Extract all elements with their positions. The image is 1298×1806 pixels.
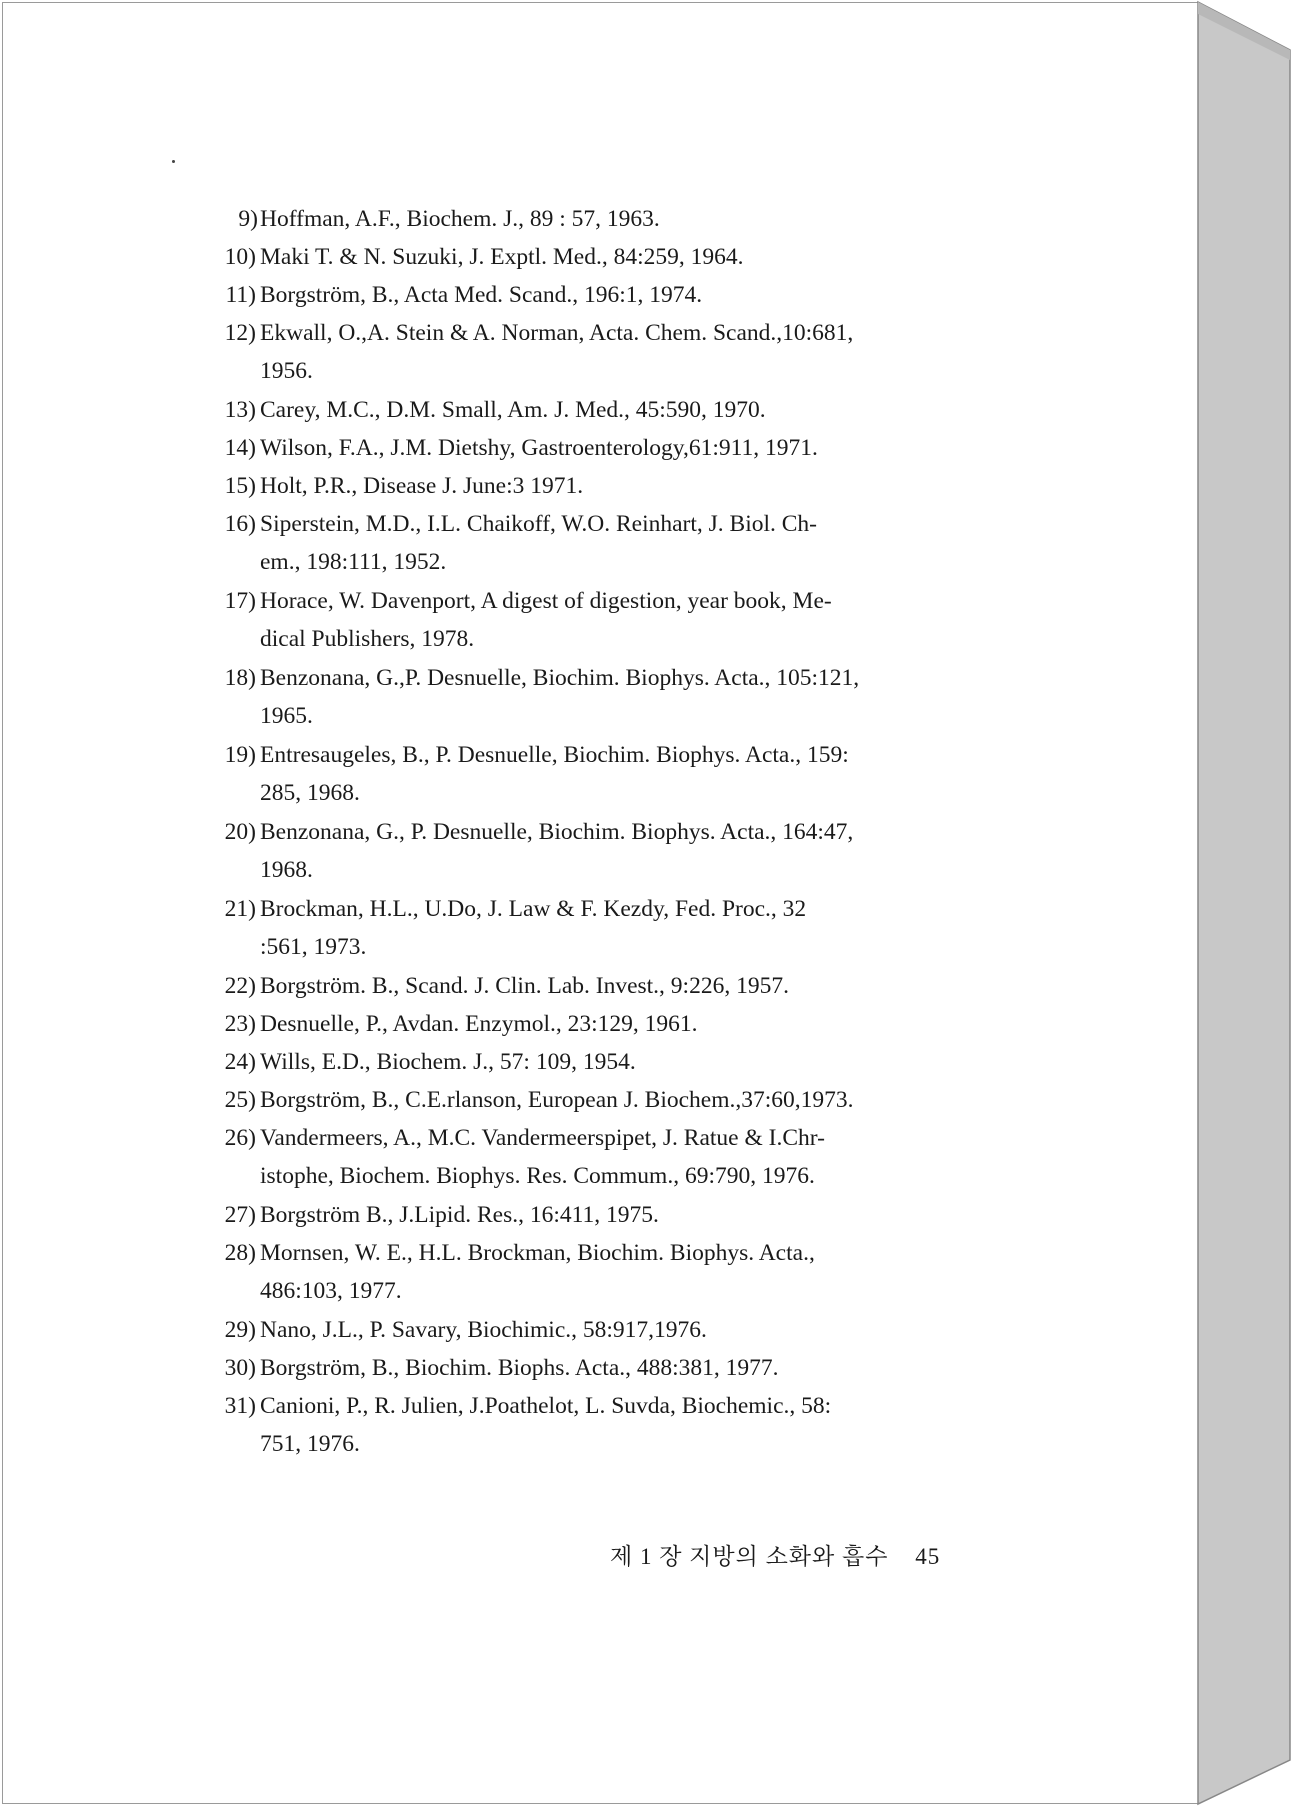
reference-item	[220, 1349, 990, 1387]
reference-number: 29)	[224, 1317, 256, 1343]
reference-item	[220, 200, 990, 238]
reference-text-continued: dical Publishers, 1978.	[260, 626, 475, 652]
reference-number: 31)	[224, 1393, 256, 1419]
reference-text: Brockman, H.L., U.Do, J. Law & F. Kezdy, Fed. Proc., 32	[260, 896, 807, 922]
reference-number: 9)	[238, 206, 258, 232]
reference-text: Vandermeers, A., M.C. Vandermeerspipet, J. Ratue & I.Chr-	[260, 1125, 825, 1151]
page-number: 45	[915, 1544, 941, 1569]
reference-item	[220, 659, 990, 735]
reference-item	[220, 1387, 990, 1463]
reference-text-continued: em., 198:111, 1952.	[260, 549, 447, 575]
reference-text-continued: 1965.	[260, 703, 313, 729]
reference-item	[220, 505, 990, 581]
reference-text: Siperstein, M.D., I.L. Chaikoff, W.O. Reinhart, J. Biol. Ch-	[260, 511, 818, 537]
reference-text: Wilson, F.A., J.M. Dietshy, Gastroenterology,61:911, 1971.	[260, 435, 818, 461]
reference-text: Benzonana, G.,P. Desnuelle, Biochim. Biophys. Acta., 105:121,	[260, 665, 860, 691]
reference-text-continued: 1968.	[260, 857, 313, 883]
reference-number: 16)	[224, 511, 256, 537]
reference-text-continued: istophe, Biochem. Biophys. Res. Commum., 69:790, 1976.	[260, 1163, 815, 1189]
reference-item	[220, 1119, 990, 1195]
chapter-title: 제 1 장 지방의 소화와 흡수	[610, 1544, 889, 1569]
reference-text: Carey, M.C., D.M. Small, Am. J. Med., 45:590, 1970.	[260, 397, 766, 423]
reference-item	[220, 429, 990, 467]
reference-number: 11)	[225, 282, 256, 308]
reference-text-continued: :561, 1973.	[260, 934, 367, 960]
reference-number: 14)	[224, 435, 256, 461]
reference-list	[220, 200, 990, 1464]
reference-item	[220, 276, 990, 314]
reference-number: 19)	[224, 742, 256, 768]
reference-text-continued: 1956.	[260, 358, 313, 384]
reference-number: 13)	[224, 397, 256, 423]
reference-text: Ekwall, O.,A. Stein & A. Norman, Acta. Chem. Scand.,10:681,	[260, 320, 854, 346]
reference-text-continued: 285, 1968.	[260, 780, 360, 806]
reference-item	[220, 238, 990, 276]
reference-item	[220, 1196, 990, 1234]
reference-number: 21)	[224, 896, 256, 922]
page-footer	[610, 1538, 940, 1571]
reference-item	[220, 1311, 990, 1349]
reference-item	[220, 1043, 990, 1081]
reference-number: 17)	[224, 588, 256, 614]
reference-text: Borgström, B., Biochim. Biophs. Acta., 488:381, 1977.	[260, 1355, 779, 1381]
reference-text: Canioni, P., R. Julien, J.Poathelot, L. Suvda, Biochemic., 58:	[260, 1393, 832, 1419]
reference-number: 23)	[224, 1011, 256, 1037]
reference-text: Horace, W. Davenport, A digest of digestion, year book, Me-	[260, 588, 832, 614]
reference-text: Borgström, B., Acta Med. Scand., 196:1, 1974.	[260, 282, 703, 308]
reference-item	[220, 314, 990, 390]
reference-number: 30)	[224, 1355, 256, 1381]
reference-item	[220, 890, 990, 966]
reference-number: 20)	[224, 819, 256, 845]
reference-item	[220, 736, 990, 812]
reference-item	[220, 582, 990, 658]
reference-number: 27)	[224, 1202, 256, 1228]
reference-text: Holt, P.R., Disease J. June:3 1971.	[260, 473, 584, 499]
reference-text: Borgström B., J.Lipid. Res., 16:411, 1975.	[260, 1202, 659, 1228]
reference-number: 18)	[224, 665, 256, 691]
reference-number: 15)	[224, 473, 256, 499]
reference-text: Borgström. B., Scand. J. Clin. Lab. Invest., 9:226, 1957.	[260, 973, 789, 999]
reference-text: Hoffman, A.F., Biochem. J., 89 : 57, 1963.	[260, 206, 660, 232]
reference-item	[220, 967, 990, 1005]
reference-number: 12)	[224, 320, 256, 346]
reference-item	[220, 1234, 990, 1310]
reference-text: Mornsen, W. E., H.L. Brockman, Biochim. Biophys. Acta.,	[260, 1240, 815, 1266]
reference-number: 28)	[224, 1240, 256, 1266]
reference-number: 10)	[224, 244, 256, 270]
reference-text-continued: 751, 1976.	[260, 1431, 360, 1457]
reference-text: Borgström, B., C.E.rlanson, European J. Biochem.,37:60,1973.	[260, 1087, 854, 1113]
reference-text: Desnuelle, P., Avdan. Enzymol., 23:129, 1961.	[260, 1011, 698, 1037]
reference-number: 22)	[224, 973, 256, 999]
reference-text: Entresaugeles, B., P. Desnuelle, Biochim. Biophys. Acta., 159:	[260, 742, 849, 768]
reference-item	[220, 467, 990, 505]
reference-number: 24)	[224, 1049, 256, 1075]
reference-item	[220, 391, 990, 429]
reference-item	[220, 1081, 990, 1119]
reference-text-continued: 486:103, 1977.	[260, 1278, 402, 1304]
reference-text: Benzonana, G., P. Desnuelle, Biochim. Biophys. Acta., 164:47,	[260, 819, 854, 845]
speck	[172, 160, 175, 163]
reference-item	[220, 1005, 990, 1043]
reference-item	[220, 813, 990, 889]
reference-text: Maki T. & N. Suzuki, J. Exptl. Med., 84:259, 1964.	[260, 244, 744, 270]
reference-number: 26)	[224, 1125, 256, 1151]
reference-text: Nano, J.L., P. Savary, Biochimic., 58:917,1976.	[260, 1317, 707, 1343]
reference-number: 25)	[224, 1087, 256, 1113]
reference-text: Wills, E.D., Biochem. J., 57: 109, 1954.	[260, 1049, 636, 1075]
